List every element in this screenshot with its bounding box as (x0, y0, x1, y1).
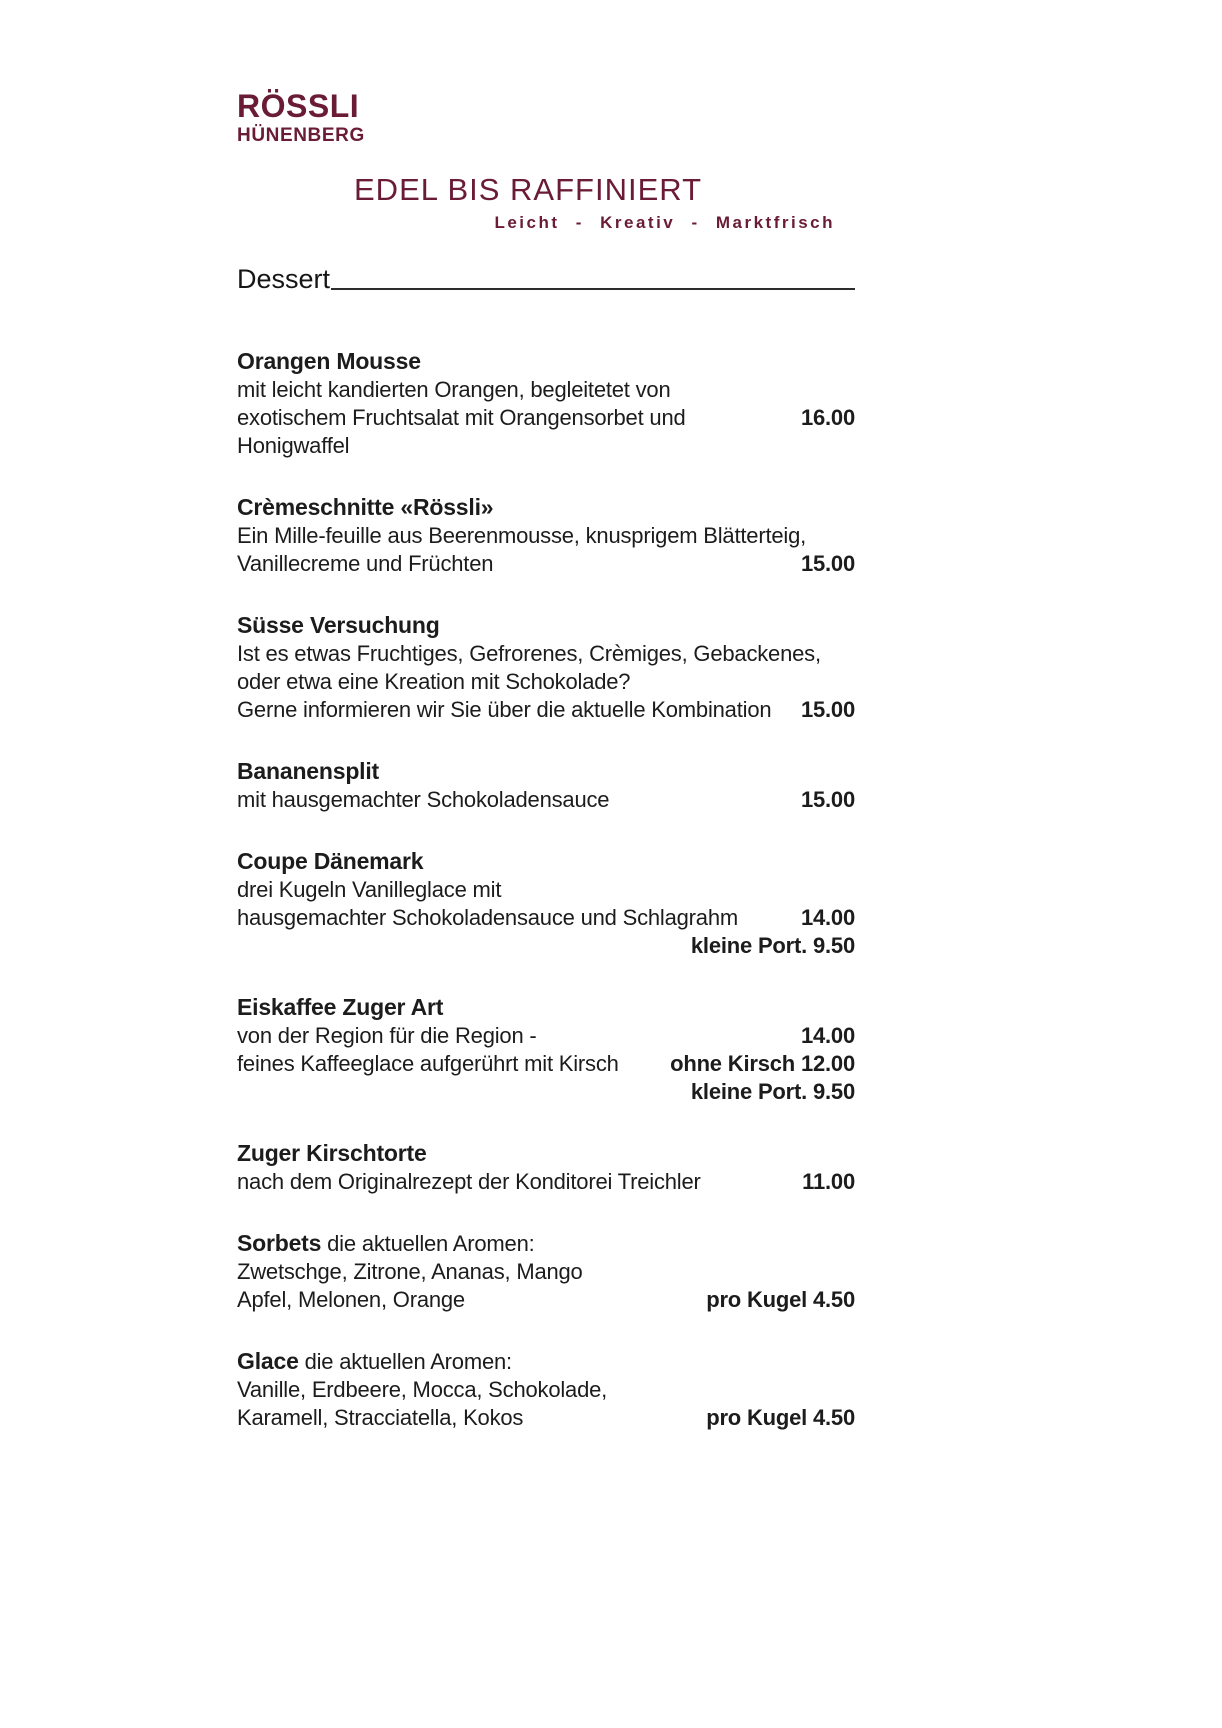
item-line (237, 786, 855, 814)
item-price: 14.00 (800, 904, 855, 930)
item-price: 14.00 (800, 1022, 855, 1048)
menu-item (237, 993, 855, 1106)
item-line (237, 550, 855, 578)
item-description: Gerne informieren wir Sie über die aktuelle Kombination (237, 696, 772, 722)
menu-items (237, 347, 855, 1432)
item-title: Eiskaffee Zuger Art (237, 993, 444, 1020)
item-line (237, 1168, 855, 1196)
item-description: oder etwa eine Kreation mit Schokolade? (237, 668, 631, 694)
header-tagline: Leicht - Kreativ - Marktfrisch (494, 212, 835, 232)
item-description: Ein Mille-feuille aus Beerenmousse, knusprigem Blätterteig, (237, 522, 807, 548)
menu-item (237, 493, 855, 578)
item-title: Bananensplit (237, 757, 380, 784)
menu-item (237, 347, 855, 460)
item-description: mit hausgemachter Schokoladensauce (237, 786, 610, 812)
item-line (237, 522, 855, 550)
item-title: Orangen Mousse (237, 347, 421, 374)
item-line (237, 640, 855, 668)
item-price: 11.00 (802, 1168, 855, 1194)
item-description: Vanillecreme und Früchten (237, 550, 494, 576)
item-price: 15.00 (800, 550, 855, 576)
menu-item (237, 1229, 855, 1314)
item-line (237, 932, 855, 960)
logo-name: RÖSSLI (237, 88, 360, 124)
item-description: drei Kugeln Vanilleglace mit (237, 876, 502, 902)
item-title: Coupe Dänemark (237, 847, 424, 874)
item-line (237, 1404, 855, 1432)
item-description: Ist es etwas Fruchtiges, Gefrorenes, Crèmiges, Gebackenes, (237, 640, 821, 666)
item-description: mit leicht kandierten Orangen, begleitetet von (237, 376, 671, 402)
menu-item (237, 1347, 855, 1432)
item-price: 15.00 (800, 786, 855, 812)
logo-subtitle: HÜNENBERG (237, 124, 365, 146)
menu-item (237, 757, 855, 814)
menu-item (237, 1139, 855, 1196)
item-line (237, 668, 855, 696)
menu-item (237, 611, 855, 724)
item-title: Crèmeschnitte «Rössli» (237, 493, 494, 520)
section-heading-row (237, 264, 855, 294)
item-description: hausgemachter Schokoladensauce und Schlagrahm (237, 904, 738, 930)
item-price-variant: ohne Kirsch 12.00 (670, 1050, 855, 1076)
item-line (237, 376, 855, 404)
item-title-suffix: die aktuellen Aromen: (321, 1230, 535, 1256)
item-title: Sorbets (237, 1229, 322, 1256)
item-title: Zuger Kirschtorte (237, 1139, 427, 1166)
menu-content (237, 90, 855, 1465)
item-line (237, 1258, 855, 1286)
item-line (237, 1022, 855, 1050)
item-description: nach dem Originalrezept der Konditorei Treichler (237, 1168, 701, 1194)
item-title-suffix: die aktuellen Aromen: (298, 1348, 512, 1374)
item-price-small-portion: kleine Port. 9.50 (690, 1078, 855, 1104)
item-line (237, 696, 855, 724)
item-description: von der Region für die Region - (237, 1022, 537, 1048)
item-title: Glace (237, 1347, 299, 1374)
item-description: Apfel, Melonen, Orange (237, 1286, 465, 1312)
item-line (237, 876, 855, 904)
item-title: Süsse Versuchung (237, 611, 440, 638)
header-slogan: EDEL BIS RAFFINIERT (354, 171, 703, 207)
restaurant-logo (237, 90, 855, 147)
item-description: feines Kaffeeglace aufgerührt mit Kirsch (237, 1050, 619, 1076)
item-description: Vanille, Erdbeere, Mocca, Schokolade, (237, 1376, 608, 1402)
item-line (237, 1078, 855, 1106)
item-price-per-scoop: pro Kugel 4.50 (706, 1404, 855, 1430)
item-description: Karamell, Stracciatella, Kokos (237, 1404, 524, 1430)
item-line (237, 904, 855, 932)
item-description: exotischem Fruchtsalat mit Orangensorbet und Honigwaffel (237, 404, 686, 458)
menu-item (237, 847, 855, 960)
item-price: 16.00 (800, 404, 855, 430)
item-line (237, 1286, 855, 1314)
section-heading: Dessert (237, 263, 331, 294)
item-price: 15.00 (800, 696, 855, 722)
item-line (237, 1376, 855, 1404)
item-price-small-portion: kleine Port. 9.50 (690, 932, 855, 958)
item-line (237, 1050, 855, 1078)
heading-underline (331, 288, 855, 290)
item-price-per-scoop: pro Kugel 4.50 (706, 1286, 855, 1312)
item-description: Zwetschge, Zitrone, Ananas, Mango (237, 1258, 583, 1284)
item-line (237, 404, 855, 460)
